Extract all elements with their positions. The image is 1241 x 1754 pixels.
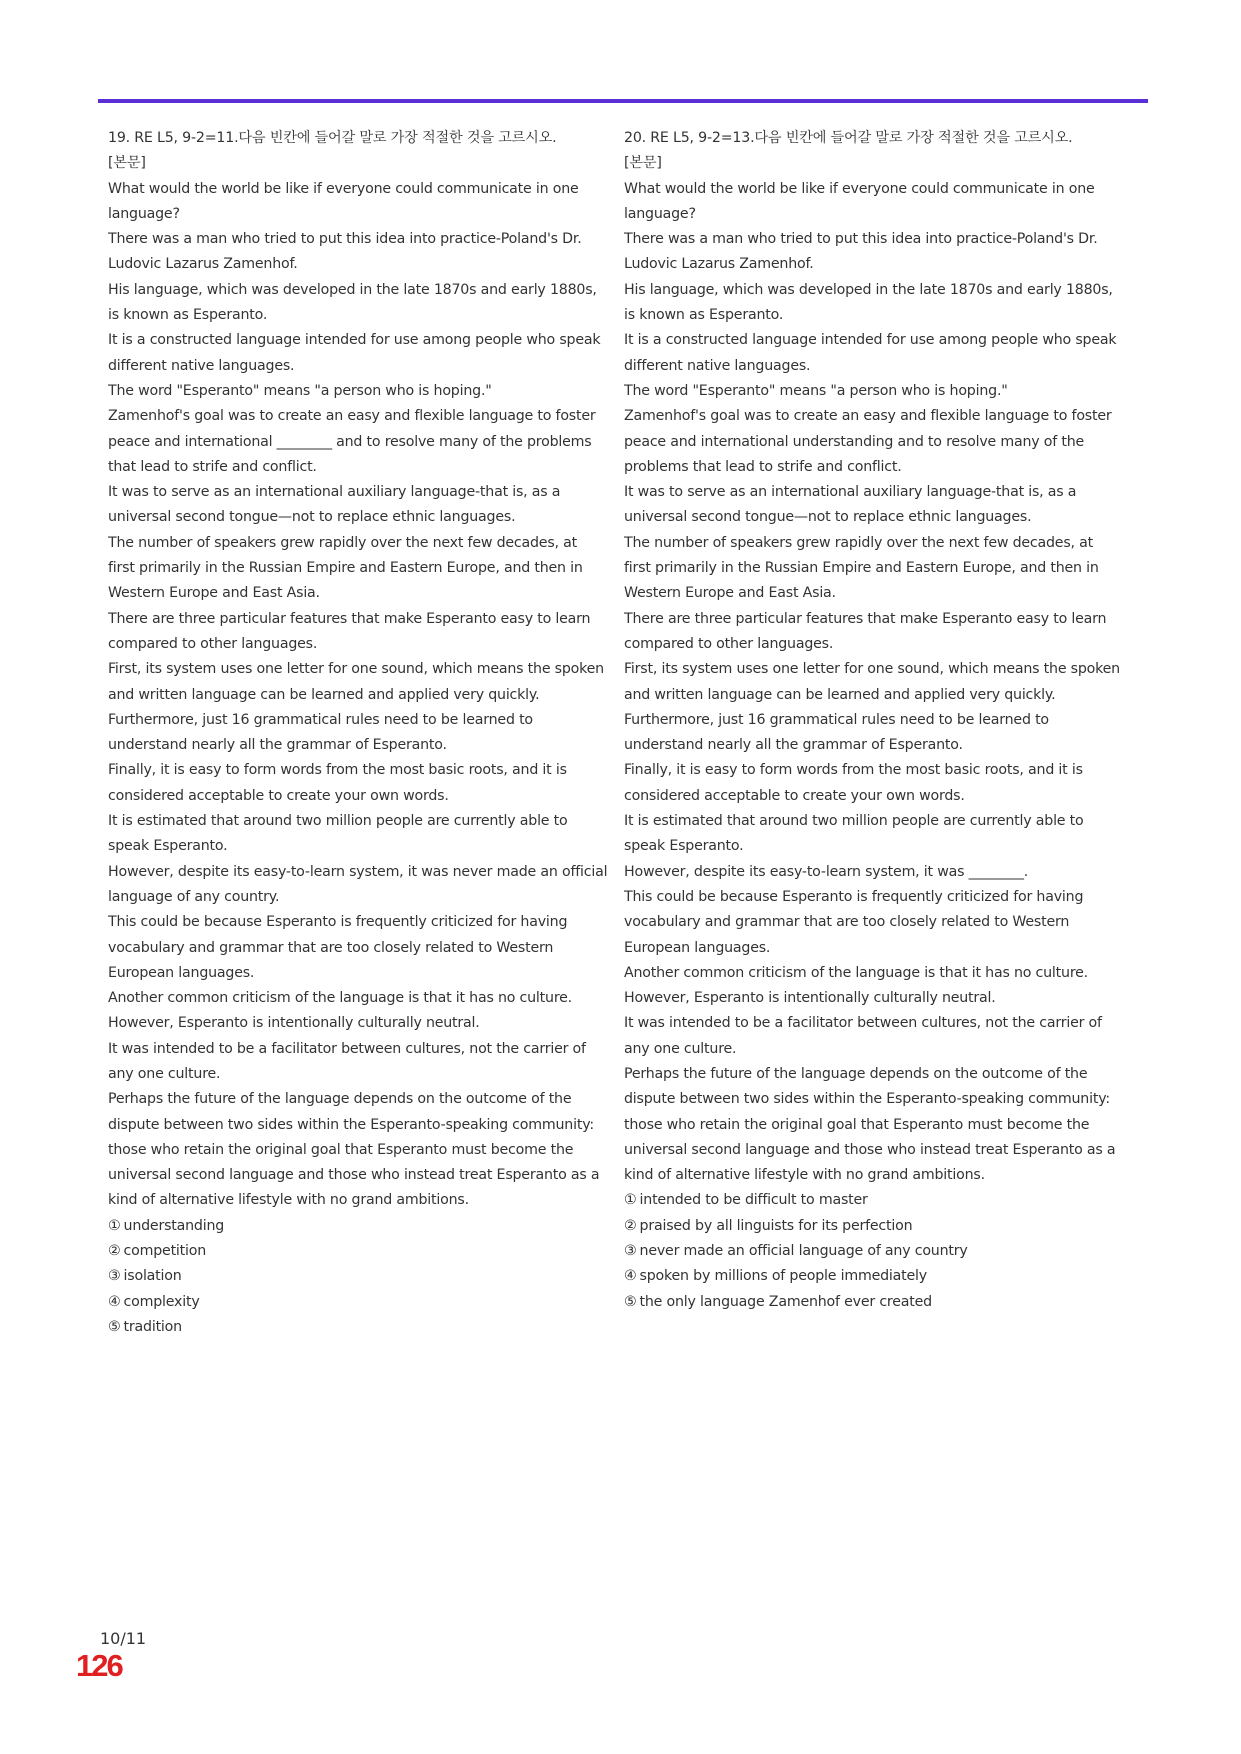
passage-sentence: Furthermore, just 16 grammatical rules need to be learned to understand nearly all the grammar of Esperanto. bbox=[624, 711, 1049, 754]
question-19 bbox=[108, 126, 608, 1340]
option-text: intended to be difficult to master bbox=[639, 1192, 868, 1209]
page-fraction: 10/11 bbox=[100, 1629, 147, 1648]
option-text: complexity bbox=[123, 1293, 200, 1310]
passage-sentence: This could be because Esperanto is frequently criticized for having vocabulary and grammar that are too closely related to Western European languages. bbox=[108, 914, 568, 981]
passage-sentence: The number of speakers grew rapidly over the next few decades, at first primarily in the Russian Empire and Eastern Europe, and then in Western Europe and East Asia. bbox=[624, 534, 1099, 602]
passage-sentence: Zamenhof's goal was to create an easy and flexible language to foster peace and international ________ and to resolve many of the problems that lead to strife and conflict. bbox=[108, 408, 596, 475]
top-accent-rule bbox=[98, 99, 1148, 103]
option-text: spoken by millions of people immediately bbox=[639, 1268, 927, 1285]
option-number: ② bbox=[108, 1243, 121, 1260]
passage-sentence: First, its system uses one letter for one sound, which means the spoken and written language can be learned and applied very quickly. bbox=[108, 661, 604, 703]
answer-option[interactable] bbox=[624, 1290, 1124, 1315]
passage-sentence: However, despite its easy-to-learn system, it was ________. bbox=[624, 863, 1029, 880]
passage-sentence: There are three particular features that make Esperanto easy to learn compared to other languages. bbox=[624, 610, 1107, 652]
passage-sentence: The word "Esperanto" means "a person who is hoping." bbox=[624, 382, 1008, 399]
answer-option[interactable] bbox=[624, 1239, 1124, 1264]
answer-option[interactable] bbox=[108, 1315, 608, 1340]
passage-sentence: What would the world be like if everyone could communicate in one language? bbox=[624, 180, 1095, 222]
passage-sentence: The number of speakers grew rapidly over the next few decades, at first primarily in the Russian Empire and Eastern Europe, and then in Western Europe and East Asia. bbox=[108, 534, 583, 602]
passage-sentence: Finally, it is easy to form words from the most basic roots, and it is considered acceptable to create your own words. bbox=[624, 762, 1083, 804]
passage-sentence: Furthermore, just 16 grammatical rules need to be learned to understand nearly all the grammar of Esperanto. bbox=[108, 711, 533, 754]
passage-sentence: It is a constructed language intended for use among people who speak different native languages. bbox=[108, 332, 601, 374]
passage bbox=[624, 177, 1124, 1189]
passage-sentence: First, its system uses one letter for one sound, which means the spoken and written language can be learned and applied very quickly. bbox=[624, 661, 1120, 703]
passage-sentence: It was intended to be a facilitator between cultures, not the carrier of any one culture. bbox=[624, 1015, 1102, 1057]
passage-sentence: Perhaps the future of the language depends on the outcome of the dispute between two sides within the Esperanto-speaking community: those who retain the original goal that Esperanto must become the universal second language and those who instead treat Esperanto as a kind of alternative lifestyle with no grand ambitions. bbox=[108, 1091, 600, 1209]
passage-sentence: His language, which was developed in the late 1870s and early 1880s, is known as Esperanto. bbox=[624, 281, 1113, 324]
passage-sentence: Perhaps the future of the language depends on the outcome of the dispute between two sides within the Esperanto-speaking community: those who retain the original goal that Esperanto must become the universal second language and those who instead treat Esperanto as a kind of alternative lifestyle with no grand ambitions. bbox=[624, 1065, 1116, 1184]
passage-sentence: It was to serve as an international auxiliary language-that is, as a universal second tongue—not to replace ethnic languages. bbox=[108, 484, 561, 526]
option-number: ③ bbox=[108, 1268, 121, 1285]
option-text: the only language Zamenhof ever created bbox=[639, 1293, 932, 1310]
option-text: competition bbox=[123, 1243, 207, 1260]
option-number: ① bbox=[108, 1217, 121, 1234]
passage-sentence: The word "Esperanto" means "a person who is hoping." bbox=[108, 382, 492, 399]
option-text: never made an official language of any country bbox=[639, 1243, 968, 1260]
answer-option[interactable] bbox=[108, 1239, 608, 1264]
answer-options bbox=[624, 1188, 1124, 1314]
passage-sentence: It was to serve as an international auxiliary language-that is, as a universal second tongue—not to replace ethnic languages. bbox=[624, 484, 1077, 526]
passage-tag: [본문] bbox=[108, 155, 146, 172]
answer-options bbox=[108, 1214, 608, 1340]
answer-option[interactable] bbox=[624, 1188, 1124, 1213]
passage-sentence: It was intended to be a facilitator between cultures, not the carrier of any one culture. bbox=[108, 1040, 586, 1082]
answer-option[interactable] bbox=[624, 1214, 1124, 1239]
answer-option[interactable] bbox=[624, 1264, 1124, 1289]
passage-sentence: There are three particular features that make Esperanto easy to learn compared to other languages. bbox=[108, 610, 591, 652]
passage-sentence: Another common criticism of the language is that it has no culture. bbox=[108, 990, 572, 1007]
passage-sentence: This could be because Esperanto is frequently criticized for having vocabulary and grammar that are too closely related to Western European languages. bbox=[624, 888, 1084, 956]
passage-sentence: However, Esperanto is intentionally culturally neutral. bbox=[108, 1015, 480, 1032]
option-text: praised by all linguists for its perfection bbox=[639, 1217, 913, 1234]
passage-sentence: It is estimated that around two million people are currently able to speak Esperanto. bbox=[624, 813, 1084, 855]
passage-sentence: Another common criticism of the language is that it has no culture. bbox=[624, 964, 1088, 981]
passage bbox=[108, 177, 608, 1214]
page-number: 126 bbox=[76, 1648, 122, 1683]
option-number: ① bbox=[624, 1192, 637, 1209]
option-number: ② bbox=[624, 1217, 637, 1234]
option-text: tradition bbox=[123, 1318, 182, 1335]
passage-sentence: It is a constructed language intended for use among people who speak different native languages. bbox=[624, 332, 1117, 374]
option-number: ④ bbox=[108, 1293, 121, 1310]
answer-option[interactable] bbox=[108, 1214, 608, 1239]
option-number: ③ bbox=[624, 1243, 637, 1260]
option-text: isolation bbox=[123, 1268, 182, 1285]
passage-sentence: There was a man who tried to put this idea into practice-Poland's Dr. Ludovic Lazarus Zamenhof. bbox=[108, 231, 582, 273]
option-number: ⑤ bbox=[108, 1318, 121, 1335]
passage-sentence: Zamenhof's goal was to create an easy and flexible language to foster peace and international understanding and to resolve many of the problems that lead to strife and conflict. bbox=[624, 408, 1112, 475]
passage-sentence: There was a man who tried to put this idea into practice-Poland's Dr. Ludovic Lazarus Zamenhof. bbox=[624, 231, 1098, 273]
question-heading: 19. RE L5, 9-2=11.다음 빈칸에 들어갈 말로 가장 적절한 것을 고르시오. bbox=[108, 130, 557, 146]
passage-sentence: However, Esperanto is intentionally culturally neutral. bbox=[624, 990, 996, 1007]
passage-sentence: His language, which was developed in the late 1870s and early 1880s, is known as Esperanto. bbox=[108, 281, 597, 324]
option-number: ④ bbox=[624, 1268, 637, 1285]
passage-sentence: However, despite its easy-to-learn system, it was never made an official language of any country. bbox=[108, 863, 608, 905]
answer-option[interactable] bbox=[108, 1290, 608, 1315]
question-20 bbox=[624, 126, 1124, 1315]
option-number: ⑤ bbox=[624, 1293, 637, 1310]
passage-sentence: It is estimated that around two million people are currently able to speak Esperanto. bbox=[108, 813, 568, 855]
passage-tag: [본문] bbox=[624, 155, 662, 172]
answer-option[interactable] bbox=[108, 1264, 608, 1289]
question-heading: 20. RE L5, 9-2=13.다음 빈칸에 들어갈 말로 가장 적절한 것을 고르시오. bbox=[624, 130, 1073, 146]
passage-sentence: Finally, it is easy to form words from the most basic roots, and it is considered acceptable to create your own words. bbox=[108, 762, 567, 804]
option-text: understanding bbox=[123, 1217, 225, 1234]
passage-sentence: What would the world be like if everyone could communicate in one language? bbox=[108, 180, 579, 222]
